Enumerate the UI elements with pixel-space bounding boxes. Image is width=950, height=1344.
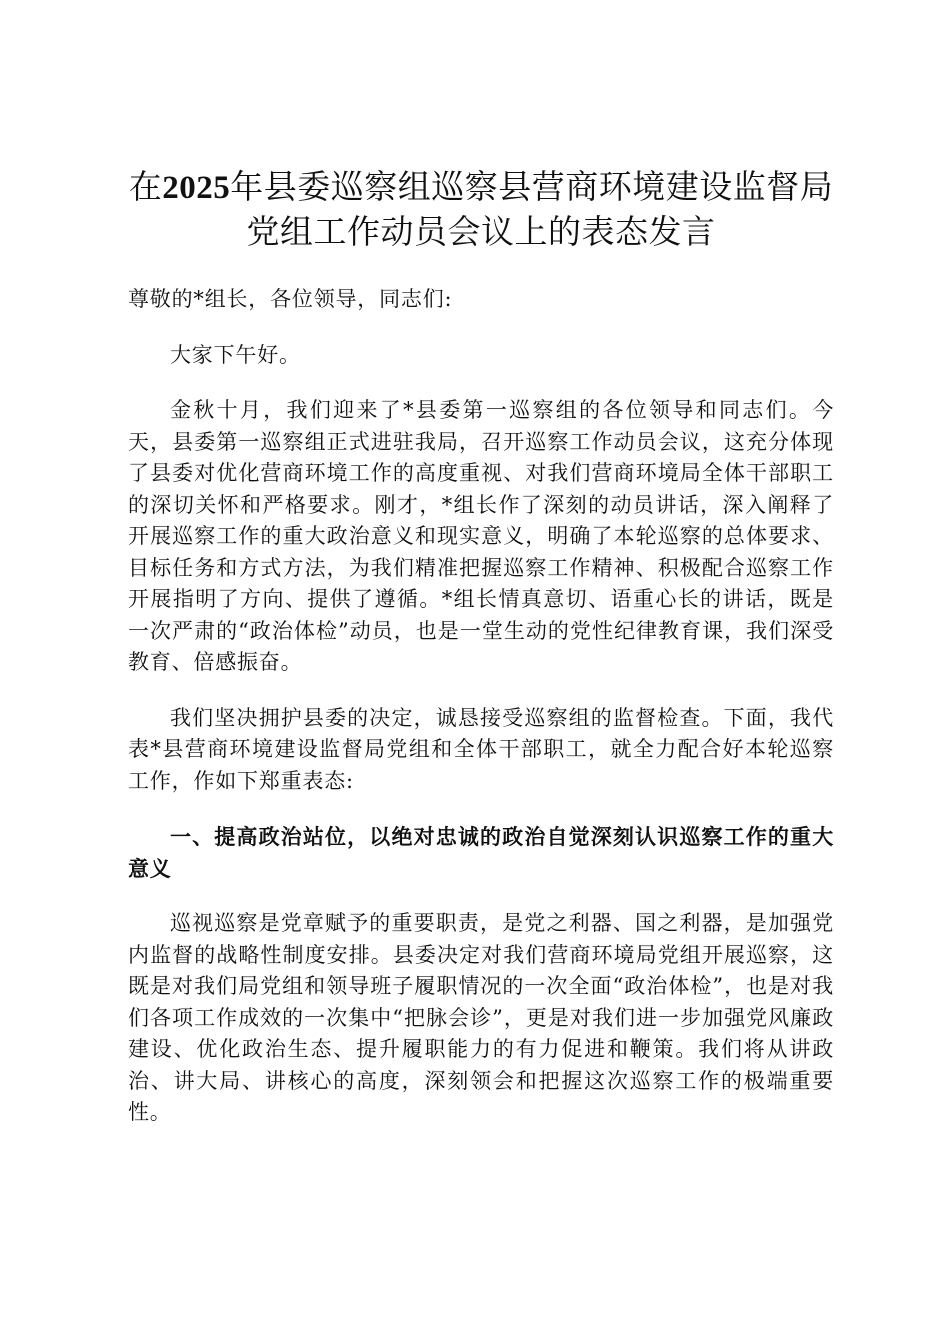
- title-rest: 年县委巡察组巡察县营商环境建设监督局党组工作动员会议上的表态发言: [230, 167, 834, 251]
- document-title: [128, 165, 834, 254]
- section-paragraph: 巡视巡察是党章赋予的重要职责，是党之利器、国之利器，是加强党内监督的战略性制度安排。县委决定对我们营商环境局党组开展巡察，这既是对我们局党组和领导班子履职情况的一次全面“政治体检”，也是对我们各项工作成效的一次集中“把脉会诊”，更是对我们进一步加强党风廉政建设、优化政治生态、提升履职能力的有力促进和鞭策。我们将从讲政治、讲大局、讲核心的高度，深刻领会和把握这次巡察工作的极端重要性。: [128, 911, 834, 1124]
- section-heading: 一、提高政治站位，以绝对忠诚的政治自觉深刻认识巡察工作的重大意义: [128, 824, 834, 881]
- greeting: 大家下午好。: [170, 342, 301, 367]
- salutation: 尊敬的*组长，各位领导，同志们:: [128, 287, 453, 311]
- title-year: 2025: [162, 170, 231, 206]
- document-body: [128, 165, 834, 1129]
- opening-paragraph: 金秋十月，我们迎来了*县委第一巡察组的各位领导和同志们。今天，县委第一巡察组正式进驻我局，召开巡察工作动员会议，这充分体现了县委对优化营商环境工作的高度重视、对我们营商环境局全体干部职工的深切关怀和严格要求。刚才，*组长作了深刻的动员讲话，深入阐释了开展巡察工作的重大政治意义和现实意义，明确了本轮巡察的总体要求、目标任务和方式方法，为我们精准把握巡察工作精神、积极配合巡察工作开展指明了方向、提供了遵循。*组长情真意切、语重心长的讲话，既是一次严肃的“政治体检”动员，也是一堂生动的党性纪律教育课，我们深受教育、倍感振奋。: [128, 398, 834, 674]
- pledge-intro-paragraph: 我们坚决拥护县委的决定，诚恳接受巡察组的监督检查。下面，我代表*县营商环境建设监督局党组和全体干部职工，就全力配合好本轮巡察工作，作如下郑重表态:: [128, 705, 834, 793]
- title-prefix: 在: [128, 167, 163, 206]
